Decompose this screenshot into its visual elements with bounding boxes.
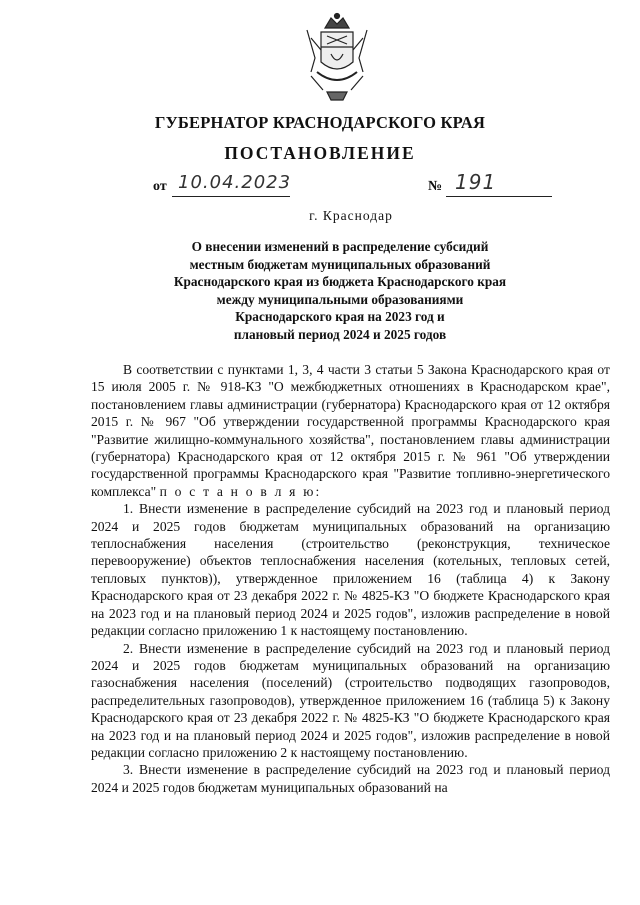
clause-paragraph: 1. Внести изменение в распределение субсидий на 2023 год и плановый период 2024 и 2025 годов бюджетам муниципальных образований на организацию теплоснабжения населения (строительство (реконструкция, техническое перевооружение) объектов теплоснабжения населения (котельных, тепловых сетей, тепловых пунктов)), утвержденное приложением 16 (таблица 4) к Закону Краснодарского края от 23 декабря 2022 г. № 4825-КЗ "О бюджете Краснодарского края на 2023 год и на плановый период 2024 и 2025 годов", изложив распределение в новой редакции согласно приложению 1 к настоящему постановлению. <box>91 501 610 639</box>
subject-line: Краснодарского края из бюджета Краснодарского края <box>173 274 507 290</box>
subject-line: плановый период 2024 и 2025 годов <box>233 326 447 342</box>
document-body <box>91 361 610 796</box>
number-prefix: № <box>428 179 443 194</box>
clause-paragraph: 2. Внести изменение в распределение субсидий на 2023 год и плановый период 2024 и 2025 годов бюджетам муниципальных образований на организацию газоснабжения населения (поселений) (строительство подводящих газопроводов, распределительных газопроводов), утвержденное приложением 16 (таблица 5) к Закону Краснодарского края от 23 декабря 2022 г. № 4825-КЗ "О бюджете Краснодарского края на 2023 год и на плановый период 2024 и 2025 годов", изложив распределение в новой редакции согласно приложению 2 к настоящему постановлению. <box>91 640 610 760</box>
subject-line: местным бюджетам муниципальных образований <box>189 256 491 272</box>
date-underline <box>172 196 290 197</box>
date-prefix: от <box>153 179 167 194</box>
preamble-paragraph <box>91 361 610 500</box>
resolve-word: п о с т а н о в л я ю: <box>159 483 322 499</box>
authority-title: ГУБЕРНАТОР КРАСНОДАРСКОГО КРАЯ <box>154 113 486 132</box>
subject-line: между муниципальными образованиями <box>216 291 464 307</box>
preamble-text: В соответствии с пунктами 1, 3, 4 части 3 статьи 5 Закона Краснодарского края от 15 июля 2005 г. № 918-КЗ "О межбюджетных отношениях в Краснодарском крае", постановлением главы администрации (губернатора) Краснодарского края от 12 октября 2015 г. № 967 "Об утверждении государственной программы Краснодарского края "Развитие жилищно-коммунального хозяйства", постановлением главы администрации (губернатора) Краснодарского края от 12 октября 2015 г. № 961 "Об утверждении государственной программы Краснодарского края "Развитие топливно-энергетического комплекса" <box>91 362 610 499</box>
city: г. Краснодар <box>309 208 393 223</box>
document-number: 191 <box>455 170 497 194</box>
document-subject <box>140 238 540 344</box>
subject-line: Краснодарского края на 2023 год и <box>235 309 445 325</box>
date-number-row <box>0 170 640 200</box>
clause-paragraph: 3. Внести изменение в распределение субсидий на 2023 год и плановый период 2024 и 2025 годов бюджетам муниципальных образований на <box>91 762 610 795</box>
coat-of-arms-emblem <box>297 10 377 106</box>
subject-line: О внесении изменений в распределение субсидий <box>191 239 489 254</box>
document-type: ПОСТАНОВЛЕНИЕ <box>224 143 416 163</box>
document-date: 10.04.2023 <box>178 172 292 193</box>
number-underline <box>446 196 552 197</box>
